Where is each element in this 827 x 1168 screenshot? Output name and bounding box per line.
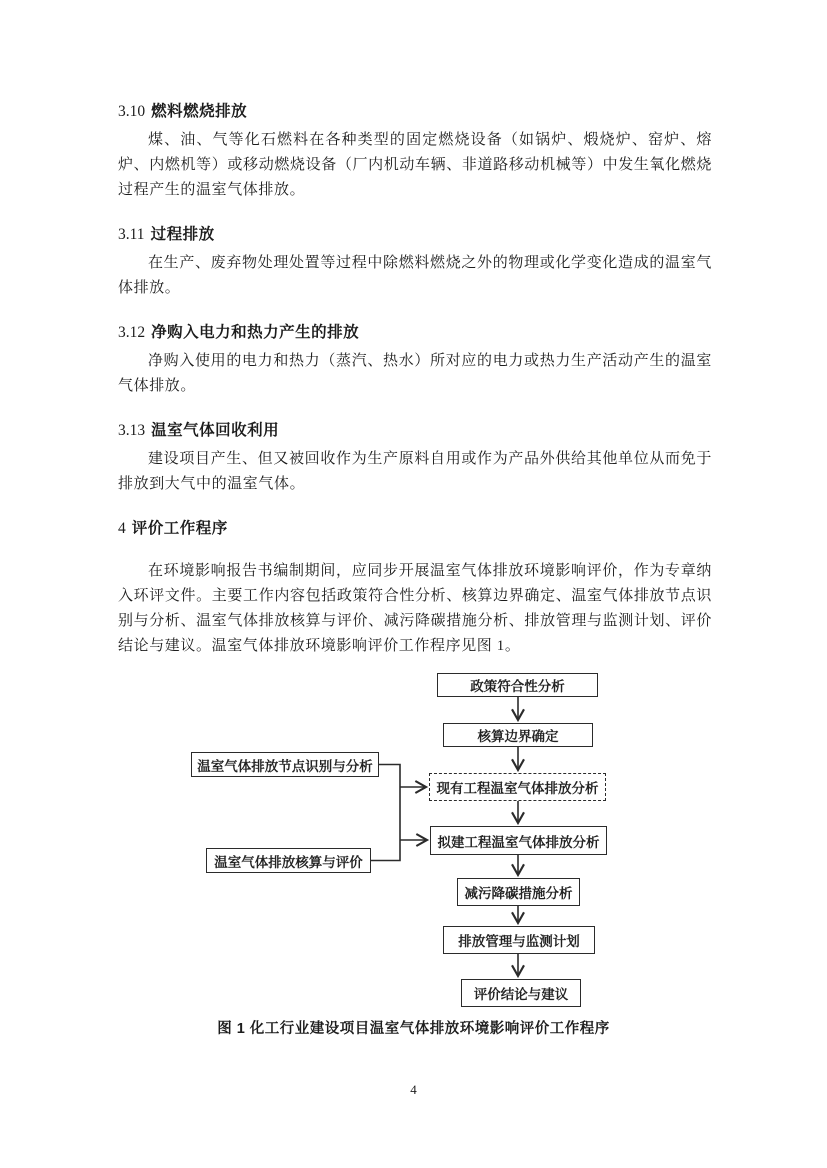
flow-node-emission-accounting: 温室气体排放核算与评价 [206, 848, 371, 873]
section-title: 净购入电力和热力产生的排放 [151, 324, 360, 341]
section-heading-3-13 [118, 420, 712, 441]
section-number: 4 [118, 520, 126, 537]
flowchart-connectors [118, 668, 712, 1008]
section-title: 评价工作程序 [131, 520, 228, 537]
chapter-paragraph-4: 在环境影响报告书编制期间，应同步开展温室气体排放环境影响评价，作为专章纳入环评文件。主要工作内容包括政策符合性分析、核算边界确定、温室气体排放节点识别与分析、温室气体排放核算与评价、减污降碳措施分析、排放管理与监测计划、评价结论与建议。温室气体排放环境影响评价工作程序见图 1。 [118, 563, 712, 654]
flow-node-emission-node-identification: 温室气体排放节点识别与分析 [191, 752, 379, 777]
section-heading-3-12 [118, 322, 712, 343]
figure-1-flowchart [118, 668, 712, 1008]
section-paragraph-3-10: 煤、油、气等化石燃料在各种类型的固定燃烧设备（如锅炉、煅烧炉、窑炉、熔炉、内燃机等）或移动燃烧设备（厂内机动车辆、非道路移动机械等）中发生氧化燃烧过程产生的温室气体排放。 [118, 132, 712, 198]
document-body [118, 101, 712, 680]
section-title: 燃料燃烧排放 [151, 103, 248, 120]
page-number: 4 [410, 1082, 417, 1097]
figure-1-caption: 图 1 化工行业建设项目温室气体排放环境影响评价工作程序 [217, 1021, 610, 1037]
section-paragraph-3-13: 建设项目产生、但又被回收作为生产原料自用或作为产品外供给其他单位从而免于排放到大气中的温室气体。 [118, 451, 712, 492]
flow-node-proposed-project-analysis: 拟建工程温室气体排放分析 [430, 826, 607, 855]
flow-node-existing-project-analysis: 现有工程温室气体排放分析 [429, 773, 606, 801]
flow-node-policy-analysis: 政策符合性分析 [437, 673, 598, 697]
section-paragraph-3-11: 在生产、废弃物处理处置等过程中除燃料燃烧之外的物理或化学变化造成的温室气体排放。 [118, 255, 712, 296]
section-heading-3-10 [118, 101, 712, 122]
section-title: 温室气体回收利用 [151, 422, 280, 439]
section-number: 3.10 [118, 103, 146, 120]
section-title: 过程排放 [150, 226, 215, 243]
flow-node-management-monitoring: 排放管理与监测计划 [443, 926, 595, 954]
section-number: 3.13 [118, 422, 146, 439]
flow-node-boundary-definition: 核算边界确定 [443, 723, 593, 747]
flow-node-reduction-measures: 减污降碳措施分析 [457, 878, 580, 906]
section-paragraph-3-12: 净购入使用的电力和热力（蒸汽、热水）所对应的电力或热力生产活动产生的温室气体排放。 [118, 353, 712, 394]
section-number: 3.12 [118, 324, 146, 341]
section-heading-3-11 [118, 224, 712, 245]
flow-node-conclusion-suggestion: 评价结论与建议 [461, 979, 581, 1007]
section-number: 3.11 [118, 226, 145, 243]
chapter-heading-4 [118, 518, 712, 539]
